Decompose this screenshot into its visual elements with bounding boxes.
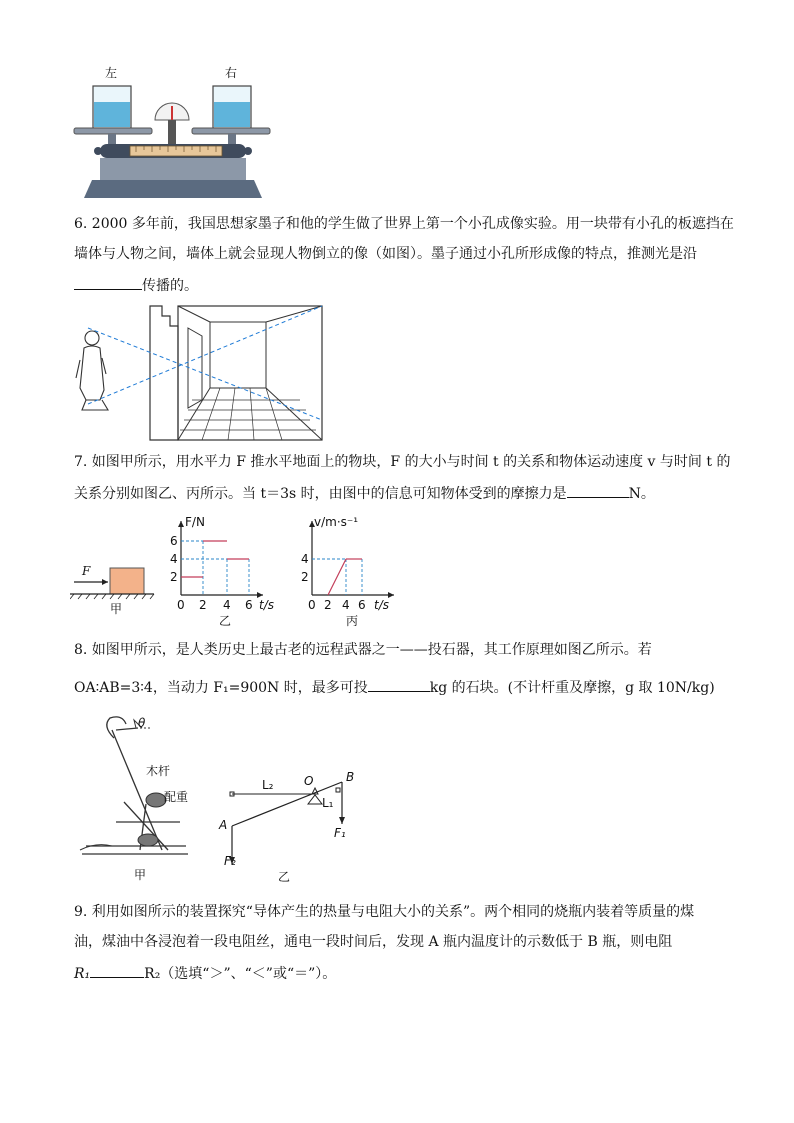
q8-theta-label: θ [138, 716, 146, 730]
q9-r1-label: R₁ [74, 966, 91, 982]
q7-velocity-graph-xtick: 2 [324, 598, 332, 612]
q7-line-2-head: 关系分别如图乙、丙所示。当 t＝3s 时，由图中的信息可知物体受到的摩擦力是 [74, 486, 567, 502]
q8-line-1: 8. 如图甲所示，是人类历史上最古老的远程武器之一——投石器，其工作原理如图乙所示。若 [74, 642, 652, 658]
q7-velocity-graph-xtick: 6 [358, 598, 366, 612]
q6-line-3-tail: 传播的。 [142, 278, 198, 294]
q7-force-graph-ylabel: F/N [185, 515, 205, 529]
q7-line-2 [74, 482, 655, 504]
q9-answer-blank[interactable] [90, 962, 144, 978]
q8-rod-label: 木杆 [146, 764, 171, 778]
q6-line-3 [74, 274, 198, 296]
q7-force-graph-ytick: 2 [170, 570, 178, 584]
balance-left-label: 左 [105, 66, 118, 80]
q7-force-label: F [82, 564, 91, 578]
catapult-figure [76, 712, 206, 884]
q7-force-graph-xtick: 4 [223, 598, 231, 612]
q8-A-label: A [219, 818, 228, 832]
q9-line-3-tail: R₂（选填“＞”、“＜”或“＝”）。 [144, 966, 337, 982]
q7-fig-b-label: 乙 [219, 614, 232, 628]
q7-line-1: 7. 如图甲所示，用水平力 F 推水平地面上的物块，F 的大小与时间 t 的关系和物体运动速度 v 与时间 t 的 [74, 454, 731, 470]
q7-force-graph-xtick: 6 [245, 598, 253, 612]
q8-F1-label: F₁ [334, 826, 346, 840]
q9-line-2: 油，煤油中各浸泡着一段电阻丝，通电一段时间后，发现 A 瓶内温度计的示数低于 B 瓶，则电阻 [74, 934, 673, 950]
q7-line-2-tail: N。 [628, 486, 655, 502]
q7-force-graph-xtick: 0 [177, 598, 185, 612]
q7-force-graph-ytick: 4 [170, 552, 178, 566]
balance-figure [70, 60, 280, 205]
q8-O-label: O [304, 774, 314, 788]
q7-force-graph-xtick: 2 [199, 598, 207, 612]
q8-answer-blank[interactable] [368, 676, 430, 692]
q8-line-2 [74, 676, 715, 698]
balance-drawing [70, 80, 280, 202]
q8-line-2-tail: kg 的石块。(不计杆重及摩擦，g 取 10N/kg) [429, 680, 715, 696]
pinhole-figure [70, 300, 326, 442]
q9-line-3 [74, 962, 336, 984]
q7-velocity-graph-xtick: 0 [308, 598, 316, 612]
q7-force-graph [165, 515, 280, 628]
q7-fig-a-label: 甲 [110, 602, 123, 616]
q6-line-2: 墙体与人物之间，墙体上就会显现人物倒立的像（如图）。墨子通过小孔所形成像的特点，推测光是沿 [74, 246, 697, 262]
q7-velocity-graph-xlabel: t/s [374, 598, 389, 612]
q7-velocity-graph-xtick: 4 [342, 598, 350, 612]
balance-right-label: 右 [225, 66, 238, 80]
q8-L2-label: L₂ [262, 778, 274, 792]
q7-block-figure [70, 560, 155, 615]
q6-answer-blank[interactable] [74, 274, 142, 290]
q7-answer-blank[interactable] [567, 482, 629, 498]
q8-line-2-head: OA∶AB=3∶4，当动力 F₁=900N 时，最多可投 [74, 680, 368, 696]
q7-force-graph-ytick: 6 [170, 534, 178, 548]
q8-L1-label: L₁ [322, 796, 334, 810]
q7-velocity-graph-ytick: 2 [301, 570, 309, 584]
q8-fig-b-label: 乙 [278, 870, 291, 884]
lever-diagram [218, 768, 368, 884]
q9-line-1: 9. 利用如图所示的装置探究“导体产生的热量与电阻大小的关系”。两个相同的烧瓶内装着等质量的煤 [74, 904, 695, 920]
q8-B-label: B [346, 770, 355, 784]
q7-fig-c-label: 丙 [346, 614, 359, 628]
q8-fig-a-label: 甲 [134, 868, 147, 882]
q6-line-1: 6. 2000 多年前，我国思想家墨子和他的学生做了世界上第一个小孔成像实验。用一块带有小孔的板遮挡在 [74, 216, 734, 232]
q7-force-graph-xlabel: t/s [259, 598, 274, 612]
q8-weight-label: 配重 [164, 790, 189, 804]
q7-velocity-graph-ylabel: v/m·s⁻¹ [314, 515, 359, 529]
q7-velocity-graph [298, 515, 413, 628]
q8-F2-label: F₂ [224, 854, 236, 868]
q7-velocity-graph-ytick: 4 [301, 552, 309, 566]
